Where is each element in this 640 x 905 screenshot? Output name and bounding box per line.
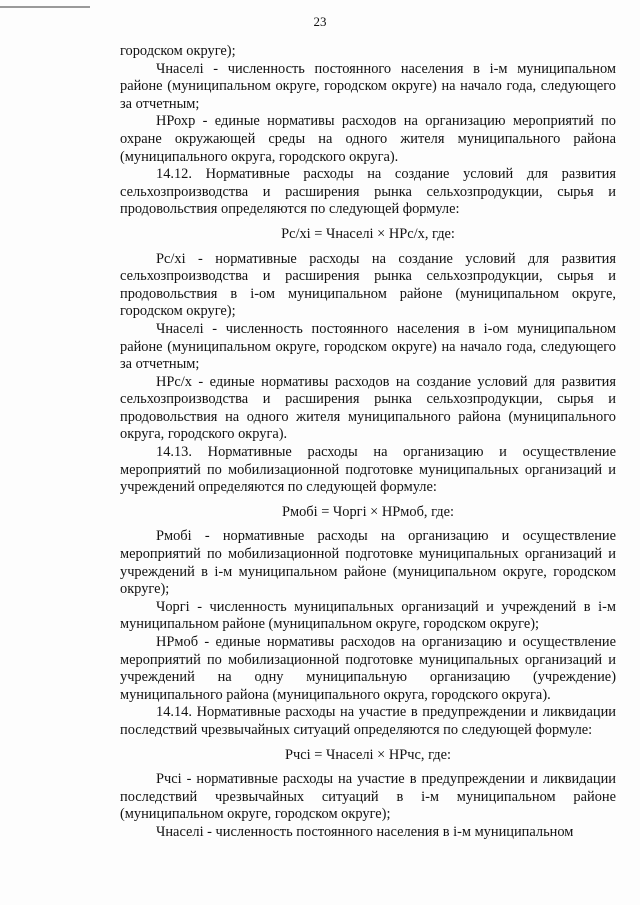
document-body [120,43,616,842]
definition-paragraph: НРс/х - единые нормативы расходов на создание условий для развития сельхозпроизводства и расширения рынка сельхозпродукции, сырья и продовольствия на одного жителя муниципального района (муниципального округа, городского округа). [120,373,616,443]
definition-paragraph: Чнаселi - численность постоянного населения в i-ом муниципальном районе (муниципальном округе, городском округе) на начало года, следующего за отчетным; [120,320,616,373]
section-paragraph-14-13: 14.13. Нормативные расходы на организацию и осуществление мероприятий по мобилизационной подготовке муниципальных организаций и учреждений определяются по следующей формуле: [120,444,616,496]
formula-agriculture: Рс/хi = Чнаселi × НРс/х, где: [281,225,455,242]
page-number: 23 [313,14,327,29]
definition-paragraph: Рмобi - нормативные расходы на организацию и осуществление мероприятий по мобилизационной подготовке муниципальных организаций и учреждений в i-м муниципальном районе (муниципальном округе, городском округе); [120,528,616,598]
definition-paragraph: Чоргi - численность муниципальных организаций и учреждений в i-м муниципальном районе (муниципальном округе, городском округе); [120,598,616,633]
scan-edge-mark [0,6,90,8]
definition-paragraph: Рс/хi - нормативные расходы на создание условий для развития сельхозпроизводства и расширения рынка сельхозпродукции, сырья и продовольствия в i-ом муниципальном районе (муниципальном округе, городском округе); [120,250,616,320]
definition-paragraph: НРохр - единые нормативы расходов на организацию мероприятий по охране окружающей среды на одного жителя муниципального района (муниципального округа, городского округа). [120,113,616,165]
section-paragraph-14-12: 14.12. Нормативные расходы на создание условий для развития сельхозпроизводства и расширения рынка сельхозпродукции, сырья и продовольствия определяются по следующей формуле: [120,166,616,218]
definition-paragraph-truncated: Чнаселi - численность постоянного населения в i-м муниципальном [156,823,574,840]
definition-paragraph: НРмоб - единые нормативы расходов на организацию и осуществление мероприятий по мобилизационной подготовке муниципальных организаций и учреждений на одну муниципальную организацию (учреждение) муниципального района (муниципального округа, городского округа). [120,634,616,703]
formula-mobilization: Рмобi = Чоргi × НРмоб, где: [282,503,454,520]
paragraph-continuation: городском округе); [120,43,236,59]
definition-paragraph: Рчсi - нормативные расходы на участие в предупреждении и ликвидации последствий чрезвычайных ситуаций в i-м муниципальном районе (муниципальном округе, городском округе); [120,771,616,823]
formula-emergency: Рчсi = Чнаселi × НРчс, где: [285,746,451,763]
section-paragraph-14-14: 14.14. Нормативные расходы на участие в предупреждении и ликвидации последствий чрезвычайных ситуаций определяются по следующей формуле: [120,704,616,738]
definition-paragraph: Чнаселi - численность постоянного населения в i-м муниципальном районе (муниципальном округе, городском округе) на начало года, следующего за отчетным; [120,60,616,112]
